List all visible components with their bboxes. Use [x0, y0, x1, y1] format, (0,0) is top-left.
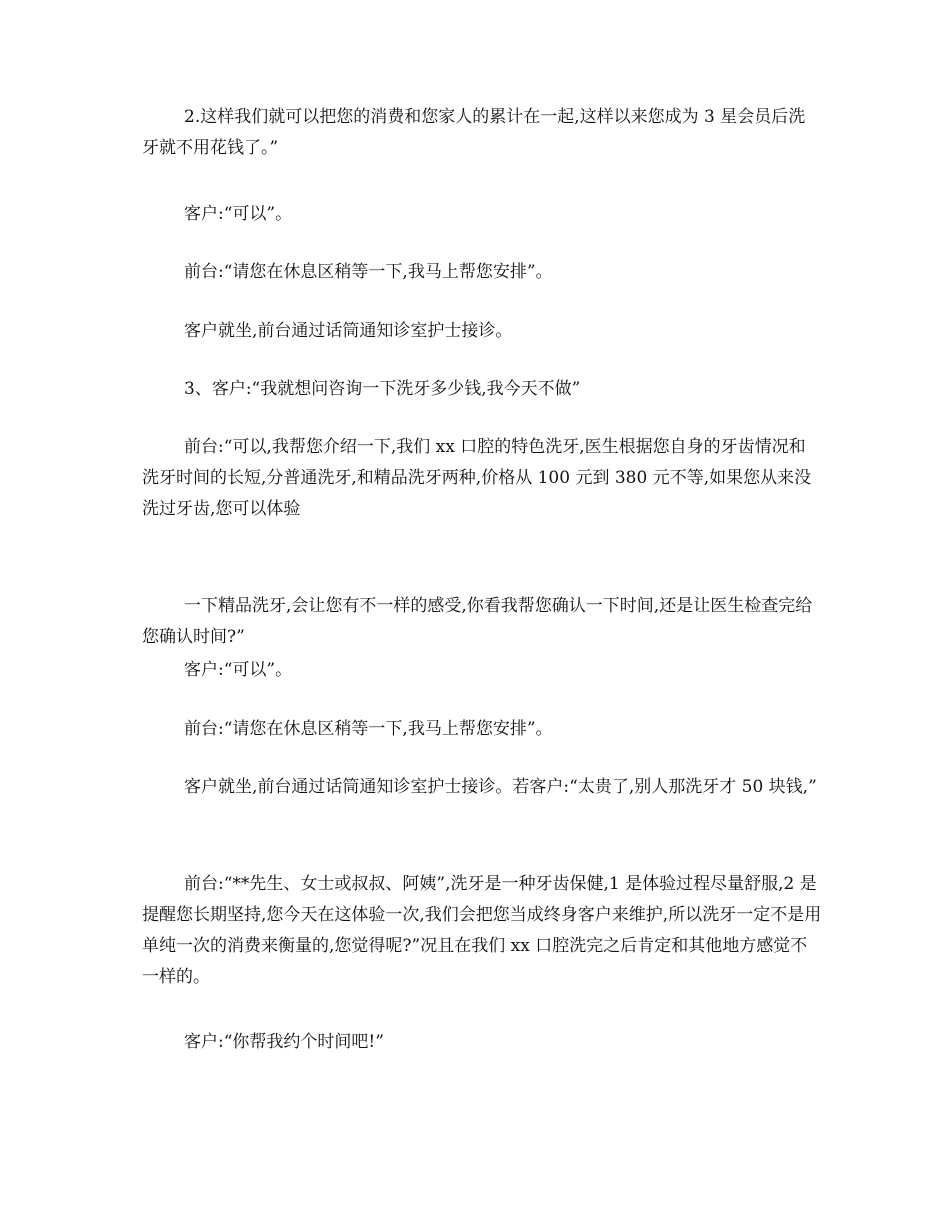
paragraph-4: 客户就坐,前台通过话筒通知诊室护士接诊。 — [184, 321, 513, 341]
paragraph-12: 客户:“你帮我约个时间吧!” — [184, 1032, 384, 1052]
paragraph-8: 客户:“可以”。 — [184, 660, 293, 680]
paragraph-1: 2.这样我们就可以把您的消费和您家人的累计在一起,这样以来您成为 3 星会员后洗牙就不用花钱了。” — [142, 107, 806, 158]
paragraph-3: 前台:“请您在休息区稍等一下,我马上帮您安排”。 — [184, 262, 553, 282]
paragraph-6: 前台:“可以,我帮您介绍一下,我们 xx 口腔的特色洗牙,医生根据您自身的牙齿情况和洗牙时间的长短,分普通洗牙,和精品洗牙两种,价格从 100 元到 380 元不等,如果您从来没洗过牙齿,您可以体验 — [142, 437, 812, 519]
paragraph-7: 一下精品洗牙,会让您有不一样的感受,你看我帮您确认一下时间,还是让医生检查完给您确认时间?” — [142, 596, 813, 647]
paragraph-5: 3、客户:“我就想问咨询一下洗牙多少钱,我今天不做” — [184, 379, 581, 399]
paragraph-11: 前台:“**先生、女士或叔叔、阿姨”,洗牙是一种牙齿保健,1 是体验过程尽量舒服,2 是提醒您长期坚持,您今天在这体验一次,我们会把您当成终身客户来维护,所以洗牙一定不是用单纯一次的消费来衡量的,您觉得呢?”况且在我们 xx 口腔洗完之后肯定和其他地方感觉不一样的。 — [142, 874, 822, 987]
paragraph-9: 前台:“请您在休息区稍等一下,我马上帮您安排”。 — [184, 719, 553, 739]
paragraph-10: 客户就坐,前台通过话筒通知诊室护士接诊。若客户:“太贵了,别人那洗牙才 50 块钱,” — [184, 777, 817, 797]
paragraph-2: 客户:“可以”。 — [184, 204, 293, 224]
